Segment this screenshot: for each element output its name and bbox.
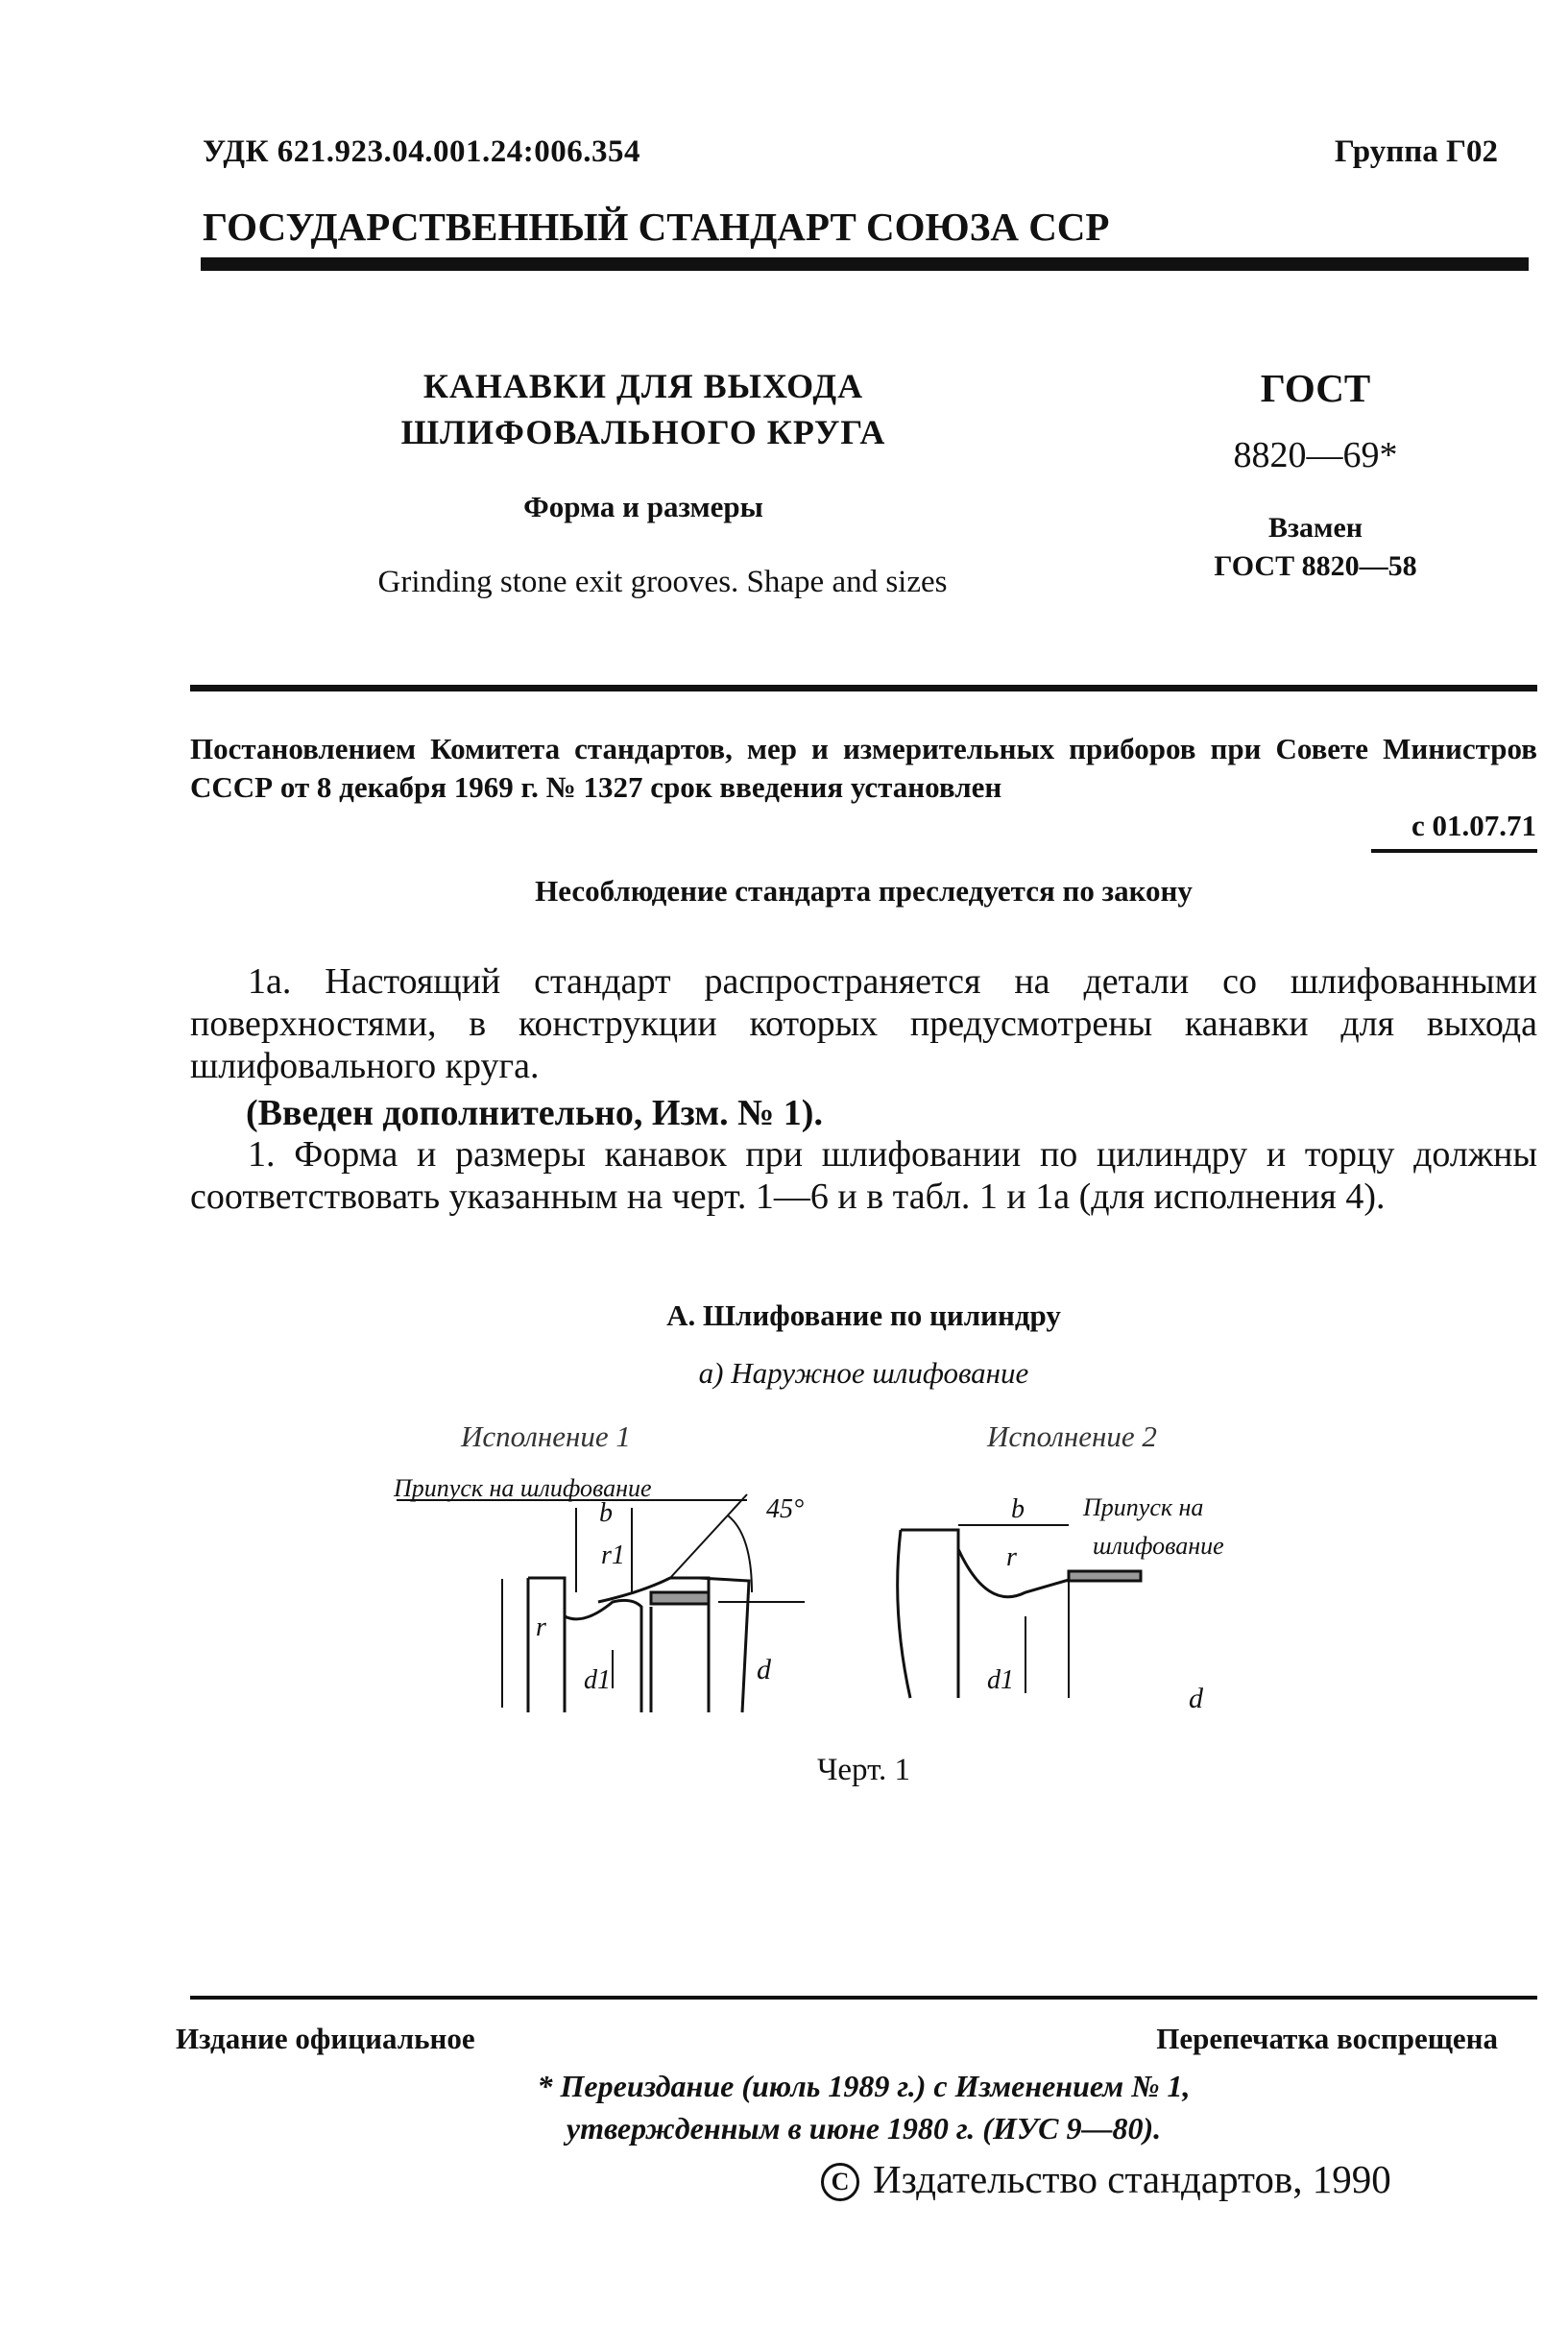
dim-d1-1: d1 (584, 1665, 611, 1695)
allowance-label-1: Припуск на шлифование (394, 1474, 652, 1502)
replaces-label: Взамен (1267, 512, 1363, 544)
decree-underline (1371, 849, 1537, 853)
dim-r-1: r (536, 1613, 546, 1642)
gost-number: 8820—69* (1233, 435, 1398, 475)
state-standard-heading: ГОСУДАРСТВЕННЫЙ СТАНДАРТ СОЮЗА ССР (203, 205, 1110, 249)
dim-d1-2: d1 (987, 1665, 1014, 1695)
groove-drawing (190, 1458, 1537, 1727)
title-line-2: ШЛИФОВАЛЬНОГО КРУГА (400, 413, 886, 451)
allowance-label-2b: шлифование (1093, 1532, 1224, 1560)
decree-text: Постановлением Комитета стандартов, мер и измерительных приборов при Совете Министров СССР от 8 декабря 1969 г. № 1327 срок введения установлен (190, 732, 1537, 804)
dim-r1-1: r1 (601, 1540, 625, 1570)
document-title (346, 363, 941, 455)
law-notice: Несоблюдение стандарта преследуется по закону (535, 874, 1193, 908)
dim-r-2: r (1006, 1542, 1017, 1572)
allowance-label-2a: Припуск на (1083, 1493, 1204, 1521)
reissue-note (190, 2065, 1537, 2149)
copyright-icon: C (821, 2163, 859, 2201)
decree-date: с 01.07.71 (1411, 809, 1536, 842)
replaces-number: ГОСТ 8820—58 (1214, 550, 1417, 582)
replaces-block (1171, 509, 1459, 586)
gost-label: ГОСТ (1260, 366, 1371, 410)
group-code: Группа Г02 (1334, 134, 1498, 169)
edition-note: Издание официальное (176, 2022, 475, 2055)
section-a-heading: А. Шлифование по цилиндру (666, 1298, 1061, 1332)
dim-b-2: b (1011, 1494, 1025, 1524)
paragraph-1a: 1а. Настоящий стандарт распространяется на детали со шлифованными поверхностями, в конструкции которых предусмотрены канавки для выхода шлифовального круга. (190, 961, 1537, 1086)
figure-caption: Черт. 1 (816, 1753, 911, 1787)
dim-d-1: d (757, 1654, 771, 1685)
dim-b-1: b (599, 1498, 613, 1528)
reprint-note: Перепечатка воспрещена (1156, 2022, 1498, 2055)
document-subtitle: Форма и размеры (523, 490, 763, 523)
dim-d-2: d (1189, 1683, 1203, 1714)
publisher-line (821, 2156, 1391, 2202)
angle-label: 45° (766, 1494, 805, 1524)
middle-rule (190, 685, 1537, 691)
publisher-text: Издательство стандартов, 1990 (873, 2157, 1391, 2201)
amendment-note: (Введен дополнительно, Изм. № 1). (246, 1093, 823, 1133)
paragraph-1: 1. Форма и размеры канавок при шлифовании по цилиндру и торцу должны соответствовать указанным на черт. 1—6 и в табл. 1 и 1а (для исполнения 4). (190, 1134, 1537, 1217)
reissue-line-1: * Переиздание (июль 1989 г.) с Изменением № 1, (537, 2069, 1191, 2103)
variant-2-label: Исполнение 2 (987, 1419, 1157, 1453)
title-line-1: КАНАВКИ ДЛЯ ВЫХОДА (422, 367, 864, 405)
english-title: Grinding stone exit grooves. Shape and sizes (377, 565, 948, 599)
reissue-line-2: утвержденным в июне 1980 г. (ИУС 9—80). (566, 2111, 1162, 2146)
variant-1-label: Исполнение 1 (461, 1419, 631, 1453)
top-rule (201, 257, 1529, 271)
bottom-rule (190, 1996, 1537, 2000)
subsection-a-heading: а) Наружное шлифование (698, 1356, 1029, 1390)
udk-code: УДК 621.923.04.001.24:006.354 (203, 134, 641, 169)
